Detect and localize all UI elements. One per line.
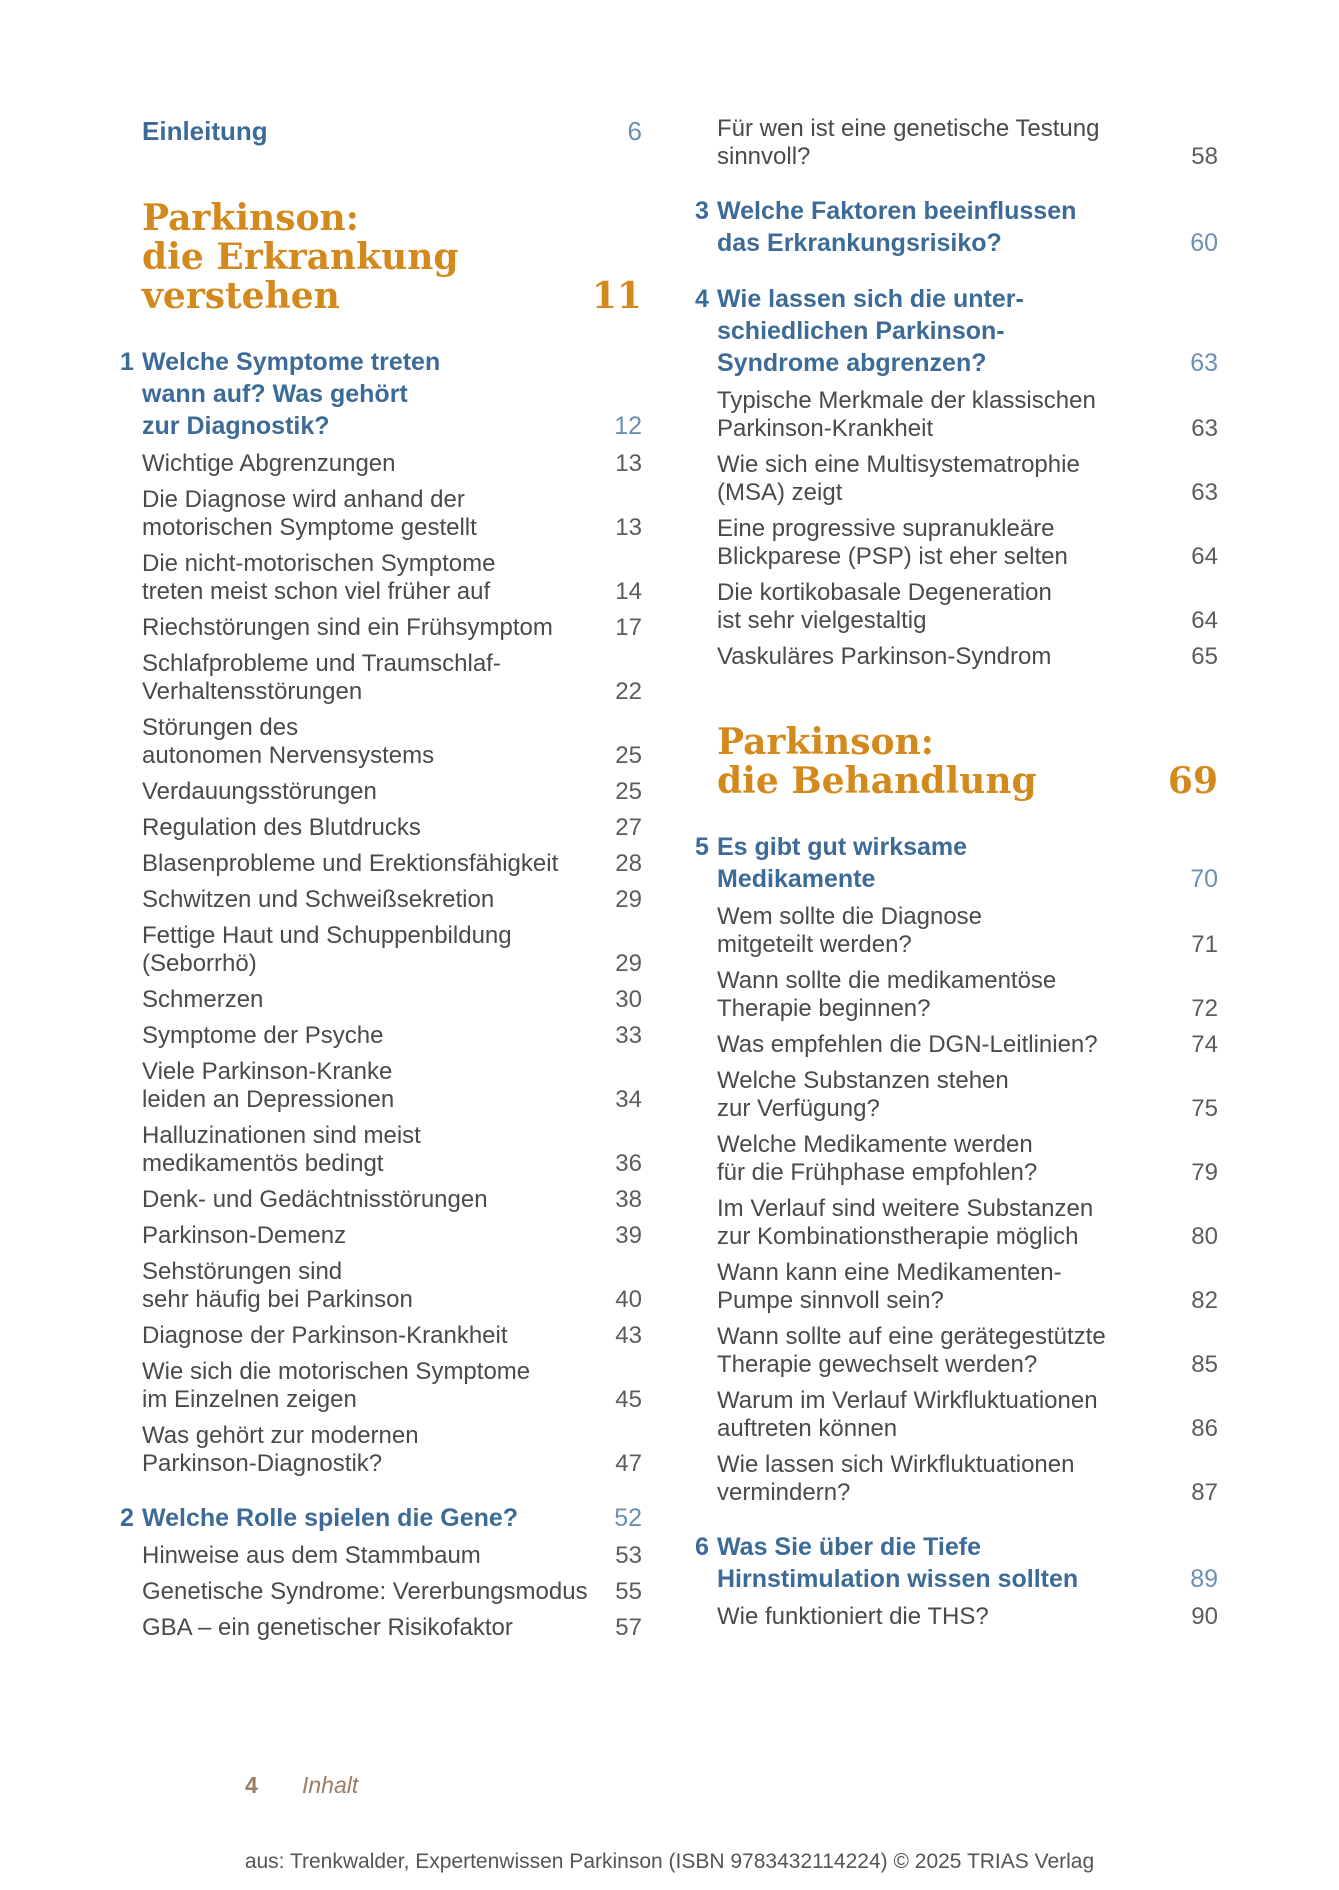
intro-title: Einleitung — [142, 116, 268, 146]
entry-page: 27 — [615, 814, 642, 841]
entry-title: Wann sollte die medikamentöse Therapie beginnen? — [717, 967, 1057, 1022]
chapter-title: Wie lassen sich die unter- schiedlichen Parkinson- Syndrome abgrenzen? — [717, 285, 1024, 377]
entry-page: 40 — [615, 1286, 642, 1313]
toc-entry[interactable] — [717, 903, 1218, 959]
entry-page: 64 — [1191, 543, 1218, 570]
right-chapters-a — [695, 195, 1218, 671]
entry-title: Wann kann eine Medikamenten- Pumpe sinnvoll sein? — [717, 1259, 1062, 1314]
entry-title: Die kortikobasale Degeneration ist sehr vielgestaltig — [717, 579, 1052, 634]
toc-entry[interactable] — [142, 1058, 642, 1114]
toc-entry[interactable] — [142, 1122, 642, 1178]
toc-entry[interactable] — [142, 1578, 642, 1606]
entry-page: 90 — [1191, 1603, 1218, 1630]
chapter-page: 63 — [1190, 349, 1218, 377]
chapter-number: 4 — [695, 285, 709, 313]
entry-title: GBA – ein genetischer Risikofaktor — [142, 1614, 513, 1641]
toc-entry[interactable] — [142, 1322, 642, 1350]
entry-page: 86 — [1191, 1415, 1218, 1442]
entry-page: 64 — [1191, 607, 1218, 634]
toc-part-2[interactable] — [717, 723, 1218, 801]
toc-entry[interactable] — [142, 714, 642, 770]
toc-entry[interactable] — [717, 1323, 1218, 1379]
entry-title: Regulation des Blutdrucks — [142, 814, 421, 841]
entry-page: 55 — [615, 1578, 642, 1605]
toc-entry[interactable] — [142, 650, 642, 706]
entry-title: Blasenprobleme und Erektionsfähigkeit — [142, 850, 559, 877]
entry-title: Wie sich eine Multisystematrophie (MSA) zeigt — [717, 451, 1080, 506]
chapter-title: Welche Rolle spielen die Gene? — [142, 1504, 519, 1532]
toc-entry[interactable] — [142, 550, 642, 606]
toc-entry[interactable] — [717, 451, 1218, 507]
entry-title: Denk- und Gedächtnisstörungen — [142, 1186, 488, 1213]
chapter-page: 60 — [1190, 229, 1218, 257]
toc-chapter-6[interactable] — [695, 1531, 1218, 1595]
toc-entry[interactable] — [717, 967, 1218, 1023]
chapter-page: 52 — [614, 1504, 642, 1532]
entry-page: 36 — [615, 1150, 642, 1177]
toc-right-column — [695, 115, 1218, 1631]
entry-page: 22 — [615, 678, 642, 705]
toc-entry[interactable] — [717, 1131, 1218, 1187]
toc-entry[interactable] — [717, 1067, 1218, 1123]
entry-page: 53 — [615, 1542, 642, 1569]
entry-page: 79 — [1191, 1159, 1218, 1186]
intro-page: 6 — [627, 116, 642, 146]
entry-page: 14 — [615, 578, 642, 605]
entry-title: Eine progressive supranukleäre Blickparese (PSP) ist eher selten — [717, 515, 1068, 570]
footer-label: Inhalt — [302, 1772, 359, 1798]
toc-part-1[interactable] — [142, 199, 642, 316]
toc-entry[interactable] — [142, 1022, 642, 1050]
right-chapters-b — [695, 831, 1218, 1631]
entry-title: Für wen ist eine genetische Testung sinnvoll? — [717, 115, 1100, 170]
entry-title: Symptome der Psyche — [142, 1022, 384, 1049]
entry-page: 45 — [615, 1386, 642, 1413]
entry-page: 29 — [615, 886, 642, 913]
toc-entry[interactable] — [142, 1614, 642, 1642]
entry-page: 43 — [615, 1322, 642, 1349]
entry-title: Schwitzen und Schweißsekretion — [142, 886, 495, 913]
entry-title: Fettige Haut und Schuppenbildung (Seborrhö) — [142, 922, 512, 977]
entry-title: Schlafprobleme und Traumschlaf- Verhaltensstörungen — [142, 650, 501, 705]
entry-page: 80 — [1191, 1223, 1218, 1250]
entry-title: Schmerzen — [142, 986, 264, 1013]
entry-title: Verdauungsstörungen — [142, 778, 377, 805]
chapter-number: 3 — [695, 197, 709, 225]
entry-page: 71 — [1191, 931, 1218, 958]
entry-title: Genetische Syndrome: Vererbungsmodus — [142, 1578, 588, 1605]
toc-entry[interactable] — [142, 986, 642, 1014]
entry-title: Diagnose der Parkinson-Krankheit — [142, 1322, 508, 1349]
entry-page: 29 — [615, 950, 642, 977]
toc-entry[interactable] — [717, 1451, 1218, 1507]
toc-entry[interactable] — [142, 614, 642, 642]
chapter-title: Welche Faktoren beeinflussen das Erkrankungsrisiko? — [717, 197, 1077, 257]
entry-page: 13 — [615, 514, 642, 541]
toc-entry[interactable] — [142, 1358, 642, 1414]
entry-title: Welche Medikamente werden für die Frühphase empfohlen? — [717, 1131, 1038, 1186]
toc-entry[interactable] — [142, 486, 642, 542]
entry-title: Halluzinationen sind meist medikamentös bedingt — [142, 1122, 421, 1177]
entry-title: Wie funktioniert die THS? — [717, 1603, 989, 1630]
toc-entry[interactable] — [142, 886, 642, 914]
toc-entry[interactable] — [717, 1195, 1218, 1251]
chapter-number: 2 — [120, 1504, 134, 1532]
entry-title: Was gehört zur modernen Parkinson-Diagnostik? — [142, 1422, 419, 1477]
entry-page: 28 — [615, 850, 642, 877]
toc-chapter-3[interactable] — [695, 195, 1218, 259]
entry-page: 85 — [1191, 1351, 1218, 1378]
toc-intro[interactable] — [142, 115, 642, 147]
toc-entry[interactable] — [717, 643, 1218, 671]
toc-entry[interactable] — [142, 1186, 642, 1214]
entry-page: 38 — [615, 1186, 642, 1213]
source-line: aus: Trenkwalder, Expertenwissen Parkinson (ISBN 9783432114224) © 2025 TRIAS Verlag — [244, 1850, 1095, 1873]
toc-chapter-4[interactable] — [695, 283, 1218, 379]
toc-entry[interactable] — [717, 1387, 1218, 1443]
entry-title: Störungen des autonomen Nervensystems — [142, 714, 435, 769]
entry-page: 13 — [615, 450, 642, 477]
entry-page: 65 — [1191, 643, 1218, 670]
entry-page: 47 — [615, 1450, 642, 1477]
entry-page: 17 — [615, 614, 642, 641]
toc-left-column — [120, 115, 642, 1642]
toc-entry[interactable] — [142, 922, 642, 978]
entry-title: Die Diagnose wird anhand der motorischen Symptome gestellt — [142, 486, 477, 541]
entry-title: Wann sollte auf eine gerätegestützte Therapie gewechselt werden? — [717, 1323, 1106, 1378]
toc-entry[interactable] — [142, 778, 642, 806]
entry-page: 25 — [615, 778, 642, 805]
entry-page: 57 — [615, 1614, 642, 1641]
entry-page: 75 — [1191, 1095, 1218, 1122]
entry-title: Wem sollte die Diagnose mitgeteilt werden? — [717, 903, 983, 958]
toc-entry[interactable] — [142, 450, 642, 478]
entry-title: Im Verlauf sind weitere Substanzen zur Kombinationstherapie möglich — [717, 1195, 1094, 1250]
entry-page: 58 — [1191, 143, 1218, 170]
entry-page: 30 — [615, 986, 642, 1013]
part-title: Parkinson: die Behandlung — [717, 721, 1037, 802]
entry-page: 87 — [1191, 1479, 1218, 1506]
entry-page: 74 — [1191, 1031, 1218, 1058]
entry-title: Parkinson-Demenz — [142, 1222, 347, 1249]
toc-entry[interactable] — [717, 515, 1218, 571]
toc-entry[interactable] — [142, 1222, 642, 1250]
entry-title: Hinweise aus dem Stammbaum — [142, 1542, 481, 1569]
entry-title: Wichtige Abgrenzungen — [142, 450, 396, 477]
entry-page: 63 — [1191, 415, 1218, 442]
chapter-title: Welche Symptome treten wann auf? Was gehört zur Diagnostik? — [142, 348, 441, 440]
entry-page: 82 — [1191, 1287, 1218, 1314]
chapter-page: 70 — [1190, 865, 1218, 893]
left-chapters — [120, 346, 642, 1642]
toc-chapter-5[interactable] — [695, 831, 1218, 895]
chapter-number: 1 — [120, 348, 134, 376]
toc-entry[interactable] — [142, 1258, 642, 1314]
toc-entry[interactable] — [717, 1031, 1218, 1059]
toc-chapter-1[interactable] — [120, 346, 642, 442]
entry-title: Warum im Verlauf Wirkfluktuationen auftreten können — [717, 1387, 1098, 1442]
entry-page: 34 — [615, 1086, 642, 1113]
toc-entry[interactable] — [142, 850, 642, 878]
toc-carry-item[interactable] — [717, 115, 1218, 171]
chapter-page: 89 — [1190, 1565, 1218, 1593]
entry-page: 39 — [615, 1222, 642, 1249]
footer-page-number: 4 — [245, 1772, 258, 1798]
toc-entry[interactable] — [717, 579, 1218, 635]
part-page: 11 — [591, 275, 642, 317]
entry-title: Vaskuläres Parkinson-Syndrom — [717, 643, 1052, 670]
entry-page: 72 — [1191, 995, 1218, 1022]
entry-page: 63 — [1191, 479, 1218, 506]
entry-title: Die nicht-motorischen Symptome treten meist schon viel früher auf — [142, 550, 496, 605]
toc-entry[interactable] — [717, 1603, 1218, 1631]
toc-chapter-2[interactable] — [120, 1502, 642, 1534]
entry-title: Typische Merkmale der klassischen Parkinson-Krankheit — [717, 387, 1096, 442]
entry-title: Wie sich die motorischen Symptome im Einzelnen zeigen — [142, 1358, 531, 1413]
entry-page: 25 — [615, 742, 642, 769]
toc-entry[interactable] — [717, 1259, 1218, 1315]
part-page: 69 — [1167, 760, 1218, 802]
chapter-page: 12 — [614, 412, 642, 440]
part-title: Parkinson: die Erkrankung verstehen — [142, 197, 459, 317]
toc-entry[interactable] — [142, 1422, 642, 1478]
entry-title: Sehstörungen sind sehr häufig bei Parkinson — [142, 1258, 413, 1313]
toc-entry[interactable] — [142, 814, 642, 842]
chapter-number: 5 — [695, 833, 709, 861]
toc-entry[interactable] — [142, 1542, 642, 1570]
chapter-title: Was Sie über die Tiefe Hirnstimulation wissen sollten — [717, 1533, 1079, 1593]
entry-title: Welche Substanzen stehen zur Verfügung? — [717, 1067, 1009, 1122]
toc-entry[interactable] — [717, 387, 1218, 443]
entry-page: 33 — [615, 1022, 642, 1049]
entry-title: Was empfehlen die DGN-Leitlinien? — [717, 1031, 1098, 1058]
entry-title: Viele Parkinson-Kranke leiden an Depressionen — [142, 1058, 395, 1113]
entry-title: Riechstörungen sind ein Frühsymptom — [142, 614, 553, 641]
chapter-title: Es gibt gut wirksame Medikamente — [717, 833, 968, 893]
chapter-number: 6 — [695, 1533, 709, 1561]
entry-title: Wie lassen sich Wirkfluktuationen vermindern? — [717, 1451, 1075, 1506]
